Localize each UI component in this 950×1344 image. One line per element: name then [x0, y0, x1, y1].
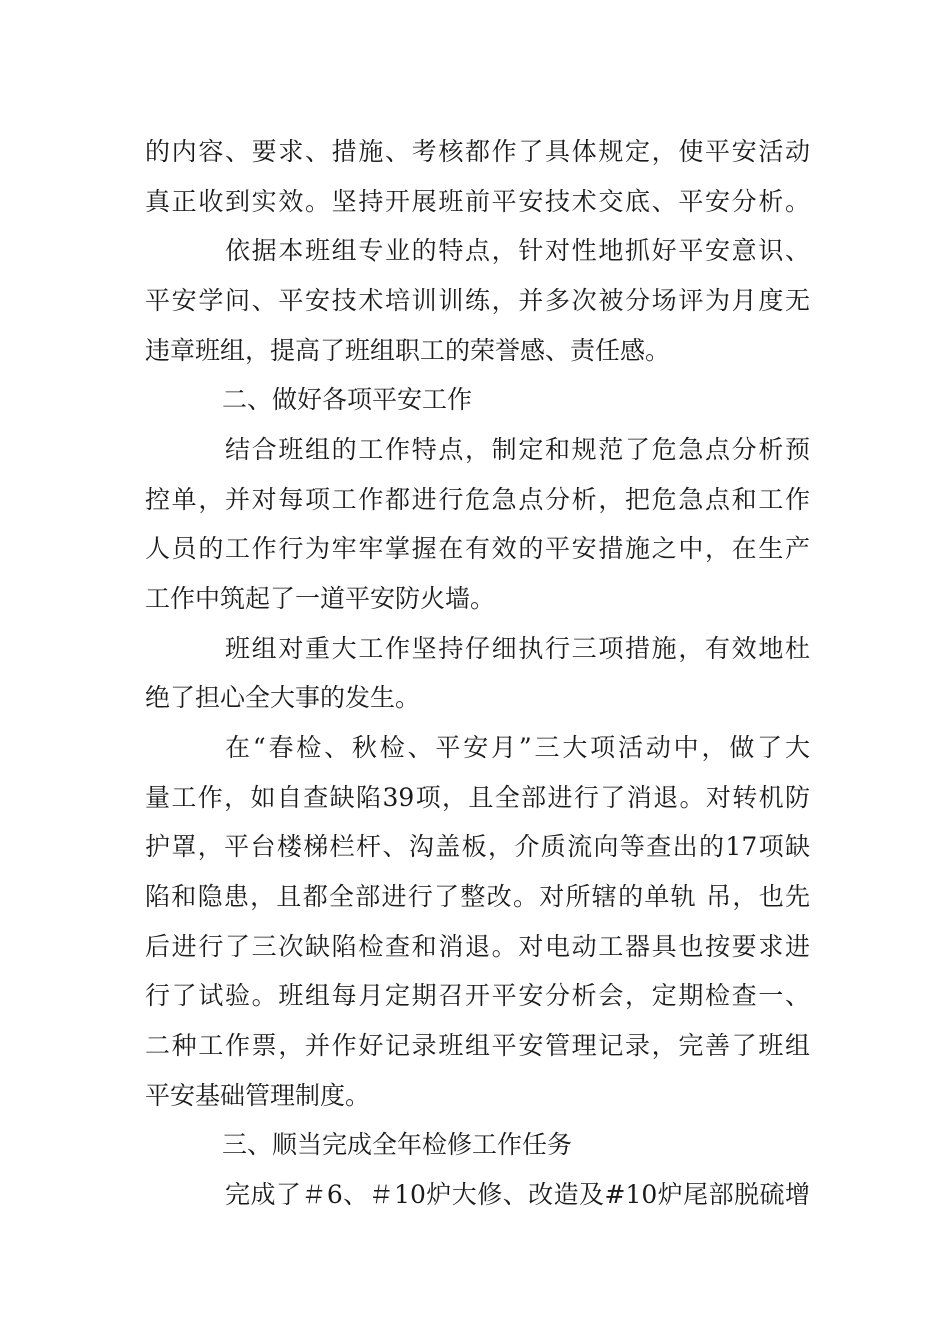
text-line: 依据本班组专业的特点，针对性地抓好平安意识、	[225, 236, 810, 265]
text-line: 完成了＃6、＃10炉大修、改造及#10炉尾部脱硫增	[225, 1180, 810, 1209]
text-line: 结合班组的工作特点，制定和规范了危急点分析预	[225, 435, 810, 464]
text-line: 平安基础管理制度。	[145, 1081, 371, 1110]
section-heading: 三、顺当完成全年检修工作任务	[222, 1130, 573, 1159]
text-line: 护罩，平台楼梯栏杆、沟盖板，介质流向等查出的17项缺	[145, 832, 810, 861]
text-line: 人员的工作行为牢牢掌握在有效的平安措施之中，在生产	[145, 534, 810, 563]
text-line: 班组对重大工作坚持仔细执行三项措施，有效地杜	[225, 634, 810, 663]
text-line: 量工作，如自查缺陷39项，且全部进行了消退。对转机防	[145, 783, 810, 812]
text-line: 违章班组，提高了班组职工的荣誉感、责任感。	[145, 336, 671, 365]
text-line: 的内容、要求、措施、考核都作了具体规定，使平安活动	[145, 137, 810, 166]
text-line: 行了试验。班组每月定期召开平安分析会，定期检查一、	[145, 981, 810, 1010]
text-line: 平安学问、平安技术培训训练，并多次被分场评为月度无	[145, 286, 810, 315]
text-line: 陷和隐患，且都全部进行了整改。对所辖的单轨 吊，也先	[145, 882, 810, 911]
text-line: 二种工作票，并作好记录班组平安管理记录，完善了班组	[145, 1031, 810, 1060]
text-line: 工作中筑起了一道平安防火墙。	[145, 584, 496, 613]
section-heading: 二、做好各项平安工作	[222, 385, 473, 414]
text-line: 真正收到实效。坚持开展班前平安技术交底、平安分析。	[145, 187, 810, 216]
text-line: 在“春检、秋检、平安月”三大项活动中，做了大	[225, 733, 810, 762]
text-line: 控单，并对每项工作都进行危急点分析，把危急点和工作	[145, 485, 810, 514]
text-line: 后进行了三次缺陷检查和消退。对电动工器具也按要求进	[145, 932, 810, 961]
text-line: 绝了担心全大事的发生。	[145, 683, 421, 712]
